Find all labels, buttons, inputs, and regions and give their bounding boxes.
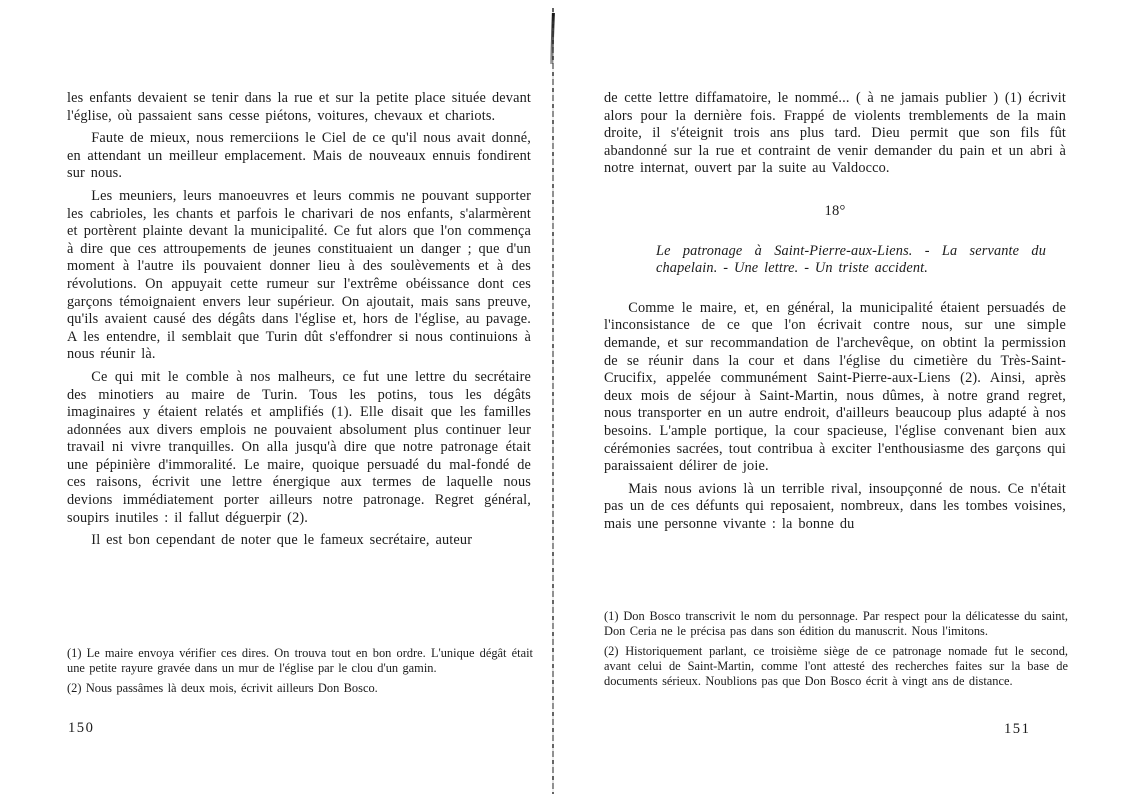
footnote: (1) Le maire envoya vérifier ces dires. On trouva tout en bon ordre. L'unique dégât était une petite rayure gravée dans un mur de l'église par le clou d'un gamin.: [67, 646, 533, 676]
paragraph: les enfants devaient se tenir dans la rue et sur la petite place située devant l'église, où passaient sans cesse piétons, voitures, chevaux et chariots.: [67, 90, 531, 124]
paragraph: Les meuniers, leurs manoeuvres et leurs commis ne pouvant supporter les cabrioles, les chants et parfois le charivari de nos enfants, s'alarmèrent et portèrent plainte devant la municipalité. Ce fut alors que l'on commença à dire que ces attroupements de jeunes constituaient un danger ; que d'un moment à l'autre ils pouvaient donner lieu à des soulèvements et à des révolutions. On appuyait cette rumeur sur l'extrême obéissance dont ces garçons témoignaient envers leur supérieur. On ajoutait, mais sans preuve, qu'ils avaient causé des dégâts dans l'église et, hors de l'église, au pavage. A les entendre, il semblait que Turin dût s'effondrer si nous continuions à nous réunir là.: [67, 187, 531, 363]
footnote: (1) Don Bosco transcrivit le nom du personnage. Par respect pour la délicatesse du saint, Don Ceria ne le précisa pas dans son édition du manuscrit. Nous l'imitons.: [604, 609, 1068, 639]
footnote: (2) Nous passâmes là deux mois, écrivit ailleurs Don Bosco.: [67, 680, 378, 695]
paragraph: Il est bon cependant de noter que le fameux secrétaire, auteur: [91, 532, 473, 549]
paragraph: Mais nous avions là un terrible rival, insoupçonné de nous. Ce n'était pas un de ces défunts qui reposaient, nombreux, dans les tombes voisines, mais une personne vivante : la bonne du: [604, 480, 1066, 532]
section-subtitle: Le patronage à Saint-Pierre-aux-Liens. - La servante du chapelain. - Une lettre. - Un triste accident.: [656, 242, 1046, 277]
gutter-top-mark: [550, 13, 555, 64]
section-heading: 18°: [824, 202, 846, 219]
page-gutter-line: [552, 8, 554, 794]
page-number-left: 150: [68, 720, 95, 736]
paragraph: Comme le maire, et, en général, la municipalité étaient persuadés de l'inconsistance de ce que l'on écrivait contre nous, sur une simple demande, et sur recommandation de l'archevêque, on obtint la permission de se réunir dans la cour et dans l'église du cimetière du Très-Saint-Crucifix, appelée communément Saint-Pierre-aux-Liens (2). Ainsi, après deux mois de séjour à Saint-Martin, nous dûmes, à notre grand regret, nous transporter en un autre endroit, d'ailleurs beaucoup plus adapté à nos besoins. L'ample portique, la cour spacieuse, l'église convenant bien aux cérémonies sacrées, tout contribua à exciter l'enthousiasme des garçons qui paraissaient délirer de joie.: [604, 299, 1066, 475]
right-page-footnotes: [604, 609, 1068, 693]
left-page-footnotes: [67, 646, 533, 700]
left-page-text: [67, 90, 531, 555]
right-page-text: [604, 90, 1066, 538]
paragraph: de cette lettre diffamatoire, le nommé... ( à ne jamais publier ) (1) écrivit alors pour la dernière fois. Frappé de violents tremblements de la main droite, il s'éteignit trois ans plus tard. Dieu permit que son fils fût abandonné sur la rue et contraint de venir demander du pain et un abri à notre internat, ouvert par la suite au Valdocco.: [604, 90, 1066, 177]
footnote: (2) Historiquement parlant, ce troisième siège de ce patronage nomade fut le second, avant celui de Saint-Martin, comme l'ont attesté des recherches faites sur la base de documents sérieux. Noublions pas que Don Bosco écrit à vingt ans de distance.: [604, 643, 1068, 689]
paragraph: Faute de mieux, nous remerciions le Ciel de ce qu'il nous avait donné, en attendant un meilleur emplacement. Mais de nouveaux ennuis fondirent sur nous.: [67, 130, 531, 182]
page-number-right: 151: [1004, 721, 1031, 737]
paragraph: Ce qui mit le comble à nos malheurs, ce fut une lettre du secrétaire des minotiers au maire de Turin. Tous les potins, tous les dégâts imaginaires y étaient relatés et amplifiés (1). Elle disait que les familles adonnées aux divers emplois ne pouvaient absolument plus continuer leur travail ni vivre tranquilles. On alla jusqu'à dire que notre patronage était une pépinière d'immoralité. Le maire, quoique persuadé du mal-fondé de ces raisons, écrivit une lettre énergique aux termes de laquelle nous devions immédiatement porter ailleurs notre patronage. Regret général, soupirs inutiles : il fallut déguerpir (2).: [67, 368, 531, 526]
